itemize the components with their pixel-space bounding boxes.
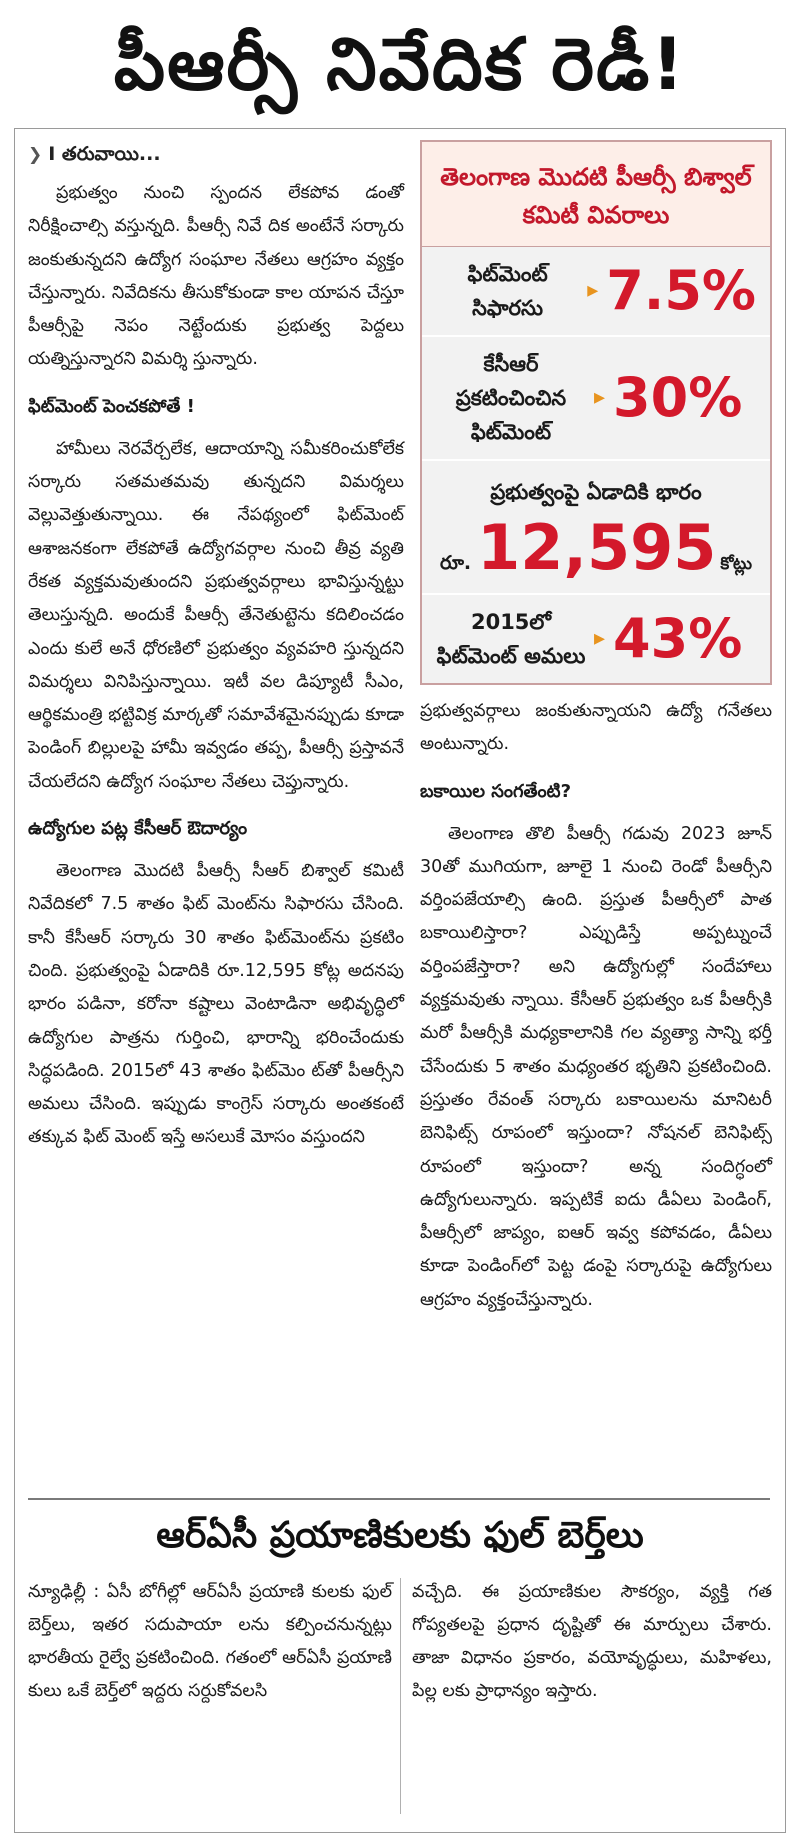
- burden-amount: [436, 513, 756, 583]
- section-divider: [28, 1498, 770, 1500]
- stat-value: 43%: [613, 607, 743, 670]
- stat-row-2015: [422, 595, 770, 683]
- info-box-title: తెలంగాణ మొదటి పీఆర్సీ బిశ్వాల్ కమిటీ వివరాలు: [422, 142, 770, 247]
- stat-label: 2015లో ఫిట్‌మెంట్ అమలు: [436, 610, 586, 668]
- stat-row-recommended: [422, 247, 770, 337]
- chevron-right-icon: ❯: [28, 145, 43, 165]
- left-paragraph-1: ప్రభుత్వం నుంచి స్పందన లేకపోవ డంతో నిరీక్షించాల్సి వస్తున్నది. పీఆర్సీ నివే దిక అంటేనే సర్కారు జంకుతున్నదని ఉద్యోగ సంఘాల నేతలు ఆగ్రహం వ్యక్తం చేస్తున్నారు. నివేదికను తీసుకోకుండా కాల యాపన చేస్తూ పీఆర్సీపై నెపం నెట్టేందుకు ప్రభుత్వ పెద్దలు యత్నిస్తున్నారని విమర్శి స్తున్నారు.: [28, 183, 404, 370]
- stat-row-burden: [422, 461, 770, 595]
- right-column: [420, 140, 772, 1317]
- prc-info-box: [420, 140, 772, 685]
- stat-row-announced: [422, 337, 770, 461]
- right-paragraph-1: ప్రభుత్వవర్గాలు జంకుతున్నాయని ఉద్యో గనేతలు అంటున్నారు.: [420, 701, 772, 755]
- subhead-kcr: ఉద్యోగుల పట్ల కేసీఆర్ ఔదార్యం: [28, 818, 248, 840]
- main-headline: పీఆర్సీ నివేదిక రెడీ!: [113, 22, 687, 106]
- arrow-right-icon: ▸: [587, 278, 599, 304]
- left-column: [28, 140, 404, 1155]
- right-paragraph-2: తెలంగాణ తొలి పీఆర్సీ గడువు 2023 జూన్ 30తో ముగియగా, జూలై 1 నుంచి రెండో పీఆర్సీని వర్తింపజేయాల్సి ఉంది. ప్రస్తుత పీఆర్సీలో పాత బకాయిలిస్తారా? ఎప్పుడిస్తే అప్పట్నుంచే వర్తింపజేస్తారా? అని ఉద్యోగుల్లో సందేహాలు వ్యక్తమవుతు న్నాయి. కేసీఆర్ ప్రభుత్వం ఒక పీఆర్సీకి మరో పీఆర్సీకి మధ్యకాలానికి గల వ్యత్యా సాన్ని భర్తీ చేసేందుకు 5 శాతం మధ్యంతర భృతిని ప్రకటించింది. ప్రస్తుతం రేవంత్ సర్కారు బకాయిలను మానిటరీ బెనిఫిట్స్ రూపంలో ఇస్తుందా? నోషనల్ బెనిఫిట్స్ రూపంలో ఇస్తుందా? అన్న సందిగ్ధంలో ఉద్యోగులున్నారు. ఇప్పటికే ఐదు డీఏలు పెండింగ్, పీఆర్సీలో జాప్యం, ఐఆర్ ఇవ్వ కపోవడం, డీఏలు కూడా పెండింగ్‌లో పెట్ట డంపై సర్కారుపై ఉద్యోగులు ఆగ్రహం వ్యక్తంచేస్తున్నారు.: [420, 823, 772, 1310]
- stat-value: 30%: [613, 366, 743, 429]
- stat-value: 7.5%: [606, 259, 756, 322]
- kicker-text: I తరువాయి...: [48, 143, 161, 165]
- burden-unit: కోట్లు: [720, 554, 753, 574]
- rac-story-right: వచ్చేది. ఈ ప్రయాణికుల సౌకర్యం, వ్యక్తి గత గోప్యతలపై ప్రధాన దృష్టితో ఈ మార్పులు చేశారు. తాజా విధానం ప్రకారం, వయోవృద్ధులు, మహిళలు, పిల్ల లకు ప్రాధాన్యం ఇస్తారు.: [412, 1582, 772, 1701]
- left-paragraph-3: తెలంగాణ మొదటి పీఆర్సీ సీఆర్ బిశ్వాల్ కమిటీ నివేదికలో 7.5 శాతం ఫిట్ మెంట్‌ను సిఫారసు చేసింది. కానీ కేసీఆర్ సర్కారు 30 శాతం ఫిట్‌మెంట్‌ను ప్రకటిం చింది. ప్రభుత్వంపై ఏడాదికి రూ.12,595 కోట్ల అదనపు భారం పడినా, కరోనా కష్టాలు వెంటాడినా అభివృద్ధిలో ఉద్యోగుల పాత్రను గుర్తించి, భారాన్ని భరించేందుకు సిద్ధపడింది. 2015లో 43 శాతం ఫిట్‌మెం ట్‌తో పీఆర్సీని అమలు చేసింది. ఇప్పుడు కాంగ్రెస్ సర్కారు అంతకంటే తక్కువ ఫిట్ మెంట్ ఇస్తే అసలుకే మోసం వస్తుందని: [28, 861, 404, 1148]
- left-paragraph-2: హామీలు నెరవేర్చలేక, ఆదాయాన్ని సమీకరించుకోలేక సర్కారు సతమతమవు తున్నదని విమర్శలు వెల్లువెత్తుతున్నాయి. ఈ నేపథ్యంలో ఫిట్‌మెంట్ ఆశాజనకంగా లేకపోతే ఉద్యోగవర్గాల నుంచి తీవ్ర వ్యతి రేకత వ్యక్తమవుతుందని ప్రభుత్వవర్గాలు భావిస్తున్నట్టు తెలుస్తున్నది. అందుకే పీఆర్సీ తేనెతుట్టెను కదిలించడం ఎందు కులే అనే ధోరణిలో ప్రభుత్వం వ్యవహరి స్తున్నదని విమర్శలు వినిపిస్తున్నాయి. ఇటీ వల డిప్యూటీ సీఎం, ఆర్థికమంత్రి భట్టివిక్ర మార్కతో సమావేశమైనప్పుడు కూడా పెండింగ్ బిల్లులపై హామీ ఇవ్వడం తప్ప, పీఆర్సీ ప్రస్తావనే చేయలేదని ఉద్యోగ సంఘాల నేతలు చెప్తున్నారు.: [28, 438, 404, 792]
- stat-label: ఫిట్‌మెంట్ సిఫారసు: [467, 262, 548, 320]
- burden-value: 12,595: [477, 511, 717, 584]
- arrow-right-icon: ▸: [594, 626, 606, 652]
- burden-label: ప్రభుత్వంపై ఏడాదికి భారం: [490, 480, 702, 504]
- continuation-kicker: [28, 140, 404, 169]
- arrow-right-icon: ▸: [594, 385, 606, 411]
- rac-story-left: న్యూఢిల్లీ : ఏసీ బోగీల్లో ఆర్ఏసీ ప్రయాణి కులకు ఫుల్ బెర్త్‌లు, ఇతర సదుపాయా లను కల్పించనున్నట్లు భారతీయ రైల్వే ప్రకటించింది. గతంలో ఆర్ఏసీ ప్రయాణి కులు ఒకే బెర్త్‌లో ఇద్దరు సర్దుకోవలసి: [28, 1582, 392, 1701]
- subhead-fitment: ఫిట్‌మెంట్ పెంచకపోతే !: [28, 395, 195, 417]
- rupee-prefix: రూ.: [439, 552, 472, 574]
- secondary-headline: ఆర్ఏసీ ప్రయాణికులకు ఫుల్ బెర్త్‌లు: [156, 1515, 644, 1556]
- subhead-arrears: బకాయిల సంగతేంటి?: [420, 780, 572, 802]
- stat-label: కేసీఆర్ ప్రకటించించిన ఫిట్‌మెంట్: [455, 352, 567, 444]
- column-divider: [400, 1578, 401, 1814]
